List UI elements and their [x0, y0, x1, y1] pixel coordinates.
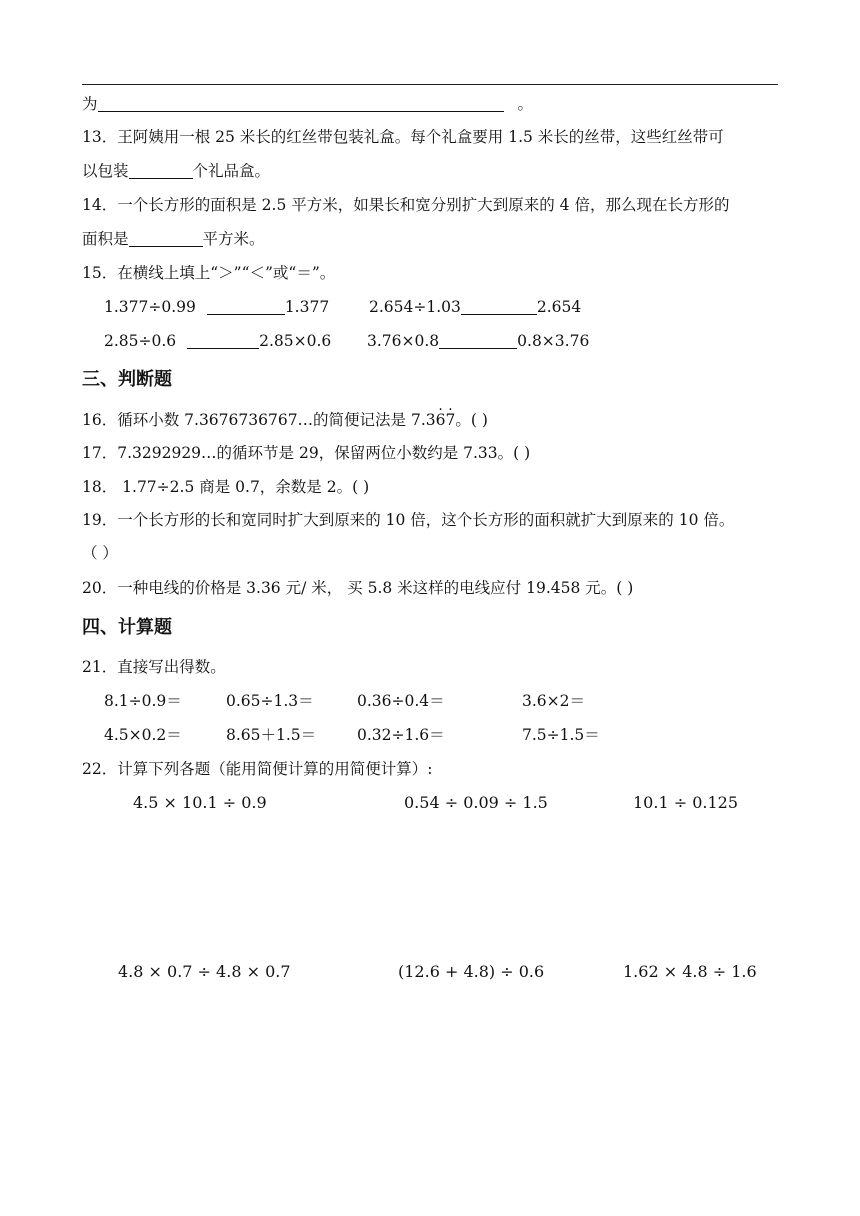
- q15-item-3: [104, 331, 331, 351]
- q22-expression: 1.62 × 4.8 ÷ 1.6: [623, 962, 757, 981]
- q17-line: 17．7.3292929…的循环节是 29，保留两位小数约是 7.33。( ): [82, 444, 531, 462]
- q12-answer-line: [82, 94, 533, 114]
- q15-item-4-right: 0.8×3.76: [517, 332, 590, 350]
- section-4-title: 四、计算题: [82, 617, 172, 638]
- q16-repeat-digit-end: · 7: [446, 411, 456, 429]
- q14-line1: 14．一个长方形的面积是 2.5 平方米，如果长和宽分别扩大到原来的 4 倍，那么现在长方形的: [82, 196, 730, 214]
- q22-expression: 4.5 × 10.1 ÷ 0.9: [133, 793, 267, 812]
- q12-answer-blank[interactable]: [98, 95, 504, 112]
- q22-expression: 10.1 ÷ 0.125: [633, 793, 739, 812]
- q12-prefix: 为: [82, 95, 98, 113]
- q13-prefix: 以包装: [82, 162, 129, 180]
- q21-item: 7.5÷1.5＝: [522, 726, 600, 744]
- q15-stem: 15．在横线上填上“＞”“＜”或“＝”。: [82, 264, 336, 282]
- q16-prefix: 16．循环小数 7.3676736767…的简便记法是 7.3: [82, 411, 436, 429]
- q15-item-1-left: 1.377÷0.99: [104, 298, 196, 316]
- q13-line1: 13．王阿姨用一根 25 米长的红丝带包装礼盒。每个礼盒要用 1.5 米长的丝带，这些红丝带可: [82, 128, 724, 146]
- q22-expression: 0.54 ÷ 0.09 ÷ 1.5: [404, 793, 548, 812]
- q19-line2: （ ）: [82, 544, 118, 562]
- q14-suffix: 平方米。: [202, 230, 265, 248]
- q13-line2: [82, 161, 270, 181]
- q16-suffix: 。( ): [455, 411, 488, 429]
- q15-item-2-left: 2.654÷1.03: [369, 298, 461, 316]
- q15-item-3-blank[interactable]: [187, 332, 259, 349]
- q21-item: 3.6×2＝: [522, 692, 585, 710]
- q21-stem: 21．直接写出得数。: [82, 658, 226, 676]
- q20-line: 20．一种电线的价格是 3.36 元/ 米， 买 5.8 米这样的电线应付 19.458 元。( ): [82, 579, 634, 597]
- q22-expression: (12.6 + 4.8) ÷ 0.6: [398, 962, 545, 981]
- q21-item: 4.5×0.2＝: [104, 726, 182, 744]
- q14-line2: [82, 229, 265, 249]
- q16-line: [82, 410, 488, 430]
- q15-item-4-left: 3.76×0.8: [367, 332, 440, 350]
- q21-item: 8.1÷0.9＝: [104, 692, 182, 710]
- q21-item: 0.32÷1.6＝: [357, 726, 445, 744]
- q15-item-4-blank[interactable]: [439, 332, 517, 349]
- section-3-title: 三、判断题: [82, 369, 172, 390]
- q15-item-3-left: 2.85÷0.6: [104, 332, 177, 350]
- q15-item-2: [369, 297, 581, 317]
- q15-item-1: [104, 297, 329, 317]
- header-rule: [82, 84, 778, 85]
- q14-answer-blank[interactable]: [129, 230, 203, 247]
- q12-suffix: 。: [517, 95, 534, 113]
- q15-item-1-right: 1.377: [284, 298, 330, 316]
- q15-item-2-blank[interactable]: [461, 298, 537, 315]
- q21-item: 0.65÷1.3＝: [226, 692, 314, 710]
- q15-item-4: [367, 331, 589, 351]
- q13-answer-blank[interactable]: [129, 162, 193, 179]
- q21-item: 0.36÷0.4＝: [357, 692, 445, 710]
- q21-item: 8.65＋1.5＝: [226, 726, 317, 744]
- q15-item-2-right: 2.654: [536, 298, 582, 316]
- q22-expression: 4.8 × 0.7 ÷ 4.8 × 0.7: [118, 962, 291, 981]
- q22-stem: 22．计算下列各题（能用简便计算的用简便计算）:: [82, 760, 433, 778]
- q16-repeat-digit-start: · 6: [436, 411, 446, 429]
- q19-line1: 19．一个长方形的长和宽同时扩大到原来的 10 倍，这个长方形的面积就扩大到原来的 10 倍。: [82, 511, 735, 529]
- q13-suffix: 个礼品盒。: [192, 162, 271, 180]
- q18-line: 18． 1.77÷2.5 商是 0.7，余数是 2。( ): [82, 478, 370, 496]
- q14-prefix: 面积是: [82, 230, 129, 248]
- q15-item-1-blank[interactable]: [207, 298, 285, 315]
- q15-item-3-right: 2.85×0.6: [259, 332, 332, 350]
